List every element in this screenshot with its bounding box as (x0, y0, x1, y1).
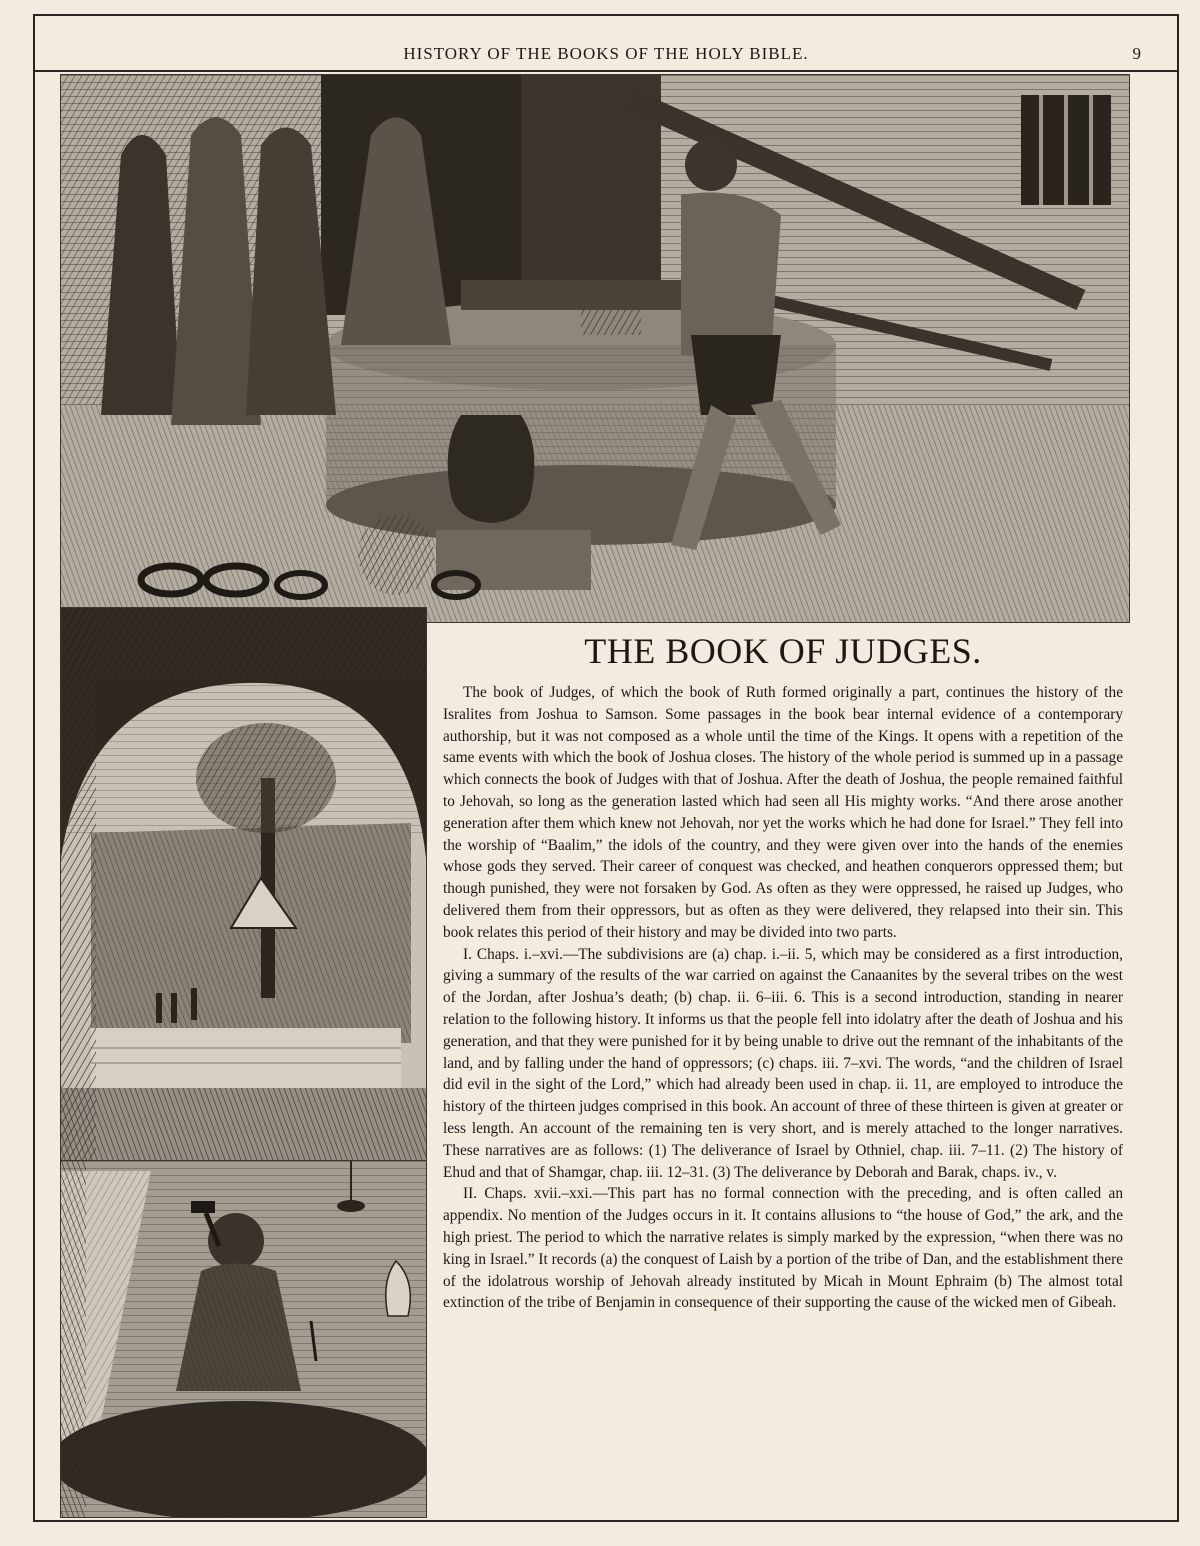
page-number: 9 (1132, 44, 1141, 63)
running-title: HISTORY OF THE BOOKS OF THE HOLY BIBLE. (403, 44, 809, 63)
engraving-woman-with-hammer (60, 1160, 427, 1518)
engraving-landscape-illustration (61, 608, 426, 1175)
engraving-jael-illustration (61, 1161, 426, 1517)
article-text-column (443, 630, 1123, 1314)
engraving-landscape-arch (60, 607, 427, 1176)
engraving-samson-illustration (61, 75, 1129, 622)
paragraph-part-two: II. Chaps. xvii.–xxi.—This part has no formal connection with the preceding, and is often called an appendix. No mention of the Judges occurs in it. It contains allusions to “the house of God,” the ark, and the high priest. The period to which the narrative relates is simply marked by the expression, “when there was no king in Israel.” It records (a) the conquest of Laish by a portion of the tribe of Dan, and the establishment there of the idolatrous worship of Jehovah already instituted by Micah in Mount Ephraim (b) The almost total extinction of the tribe of Benjamin in consequence of their supporting the cause of the wicked men of Gibeah. (443, 1185, 1123, 1312)
paragraph-part-one: I. Chaps. i.–xvi.—The subdivisions are (a) chap. i.–ii. 5, which may be considered as a first introduction, giving a summary of the results of the war carried on against the Canaanites by the several tribes on the west of the Jordan, after Joshua’s death; (b) chap. ii. 6–iii. 6. This is a second introduction, standing in nearer relation to the following history. It informs us that the people fell into idolatry after the death of Joshua and his generation, and that they were punished for it by being unable to drive out the remnant of the inhabitants of the land, and by falling under the hand of oppressors; (c) chaps. iii. 7–xvi. The words, “and the children of Israel did evil in the sight of the Lord,” which had already been used in chap. ii. 11, are employed to introduce the history of the thirteen judges comprised in this book. An account of three of these thirteen is given at greater or less length. An account of the remaining ten is very short, and is merely attached to the longer narratives. These narratives are as follows: (1) The deliverance of Israel by Othniel, chap. iii. 7–11. (2) The history of Ehud and that of Shamgar, chap. iii. 12–31. (3) The deliverance by Deborah and Barak, chaps. iv., v. (443, 945, 1123, 1181)
paragraph-introduction: The book of Judges, of which the book of Ruth formed originally a part, continues the history of the Isralites from Joshua to Samson. Some passages in the book bear internal evidence of a contemporary authorship, but it was not composed as a whole until the time of the Kings. It opens with a repetition of the same events with which the book of Joshua closes. The history of the whole period is summed up in a passage which connects the book of Judges with that of Joshua. After the death of Joshua, the people remained faithful to Jehovah, so long as the generation lasted which had seen all His mighty works. “And there arose another generation after them which knew not Jehovah, nor yet the works which he had done for Israel.” They fell into the worship of “Baalim,” the idols of the country, and they were given over into the hands of the enemies whose gods they served. Their career of conquest was checked, and heathen conquerors oppressed them; but though punished, they were not forsaken by God. As often as they were oppressed, he raised up Judges, who delivered them from their oppressors, but as often as they were delivered, they relapsed into their sin. This book relates this period of their history and may be divided into two parts. (443, 684, 1123, 941)
engraving-samson-at-mill (60, 74, 1130, 623)
section-title: THE BOOK OF JUDGES. (584, 631, 982, 671)
running-header (33, 40, 1179, 72)
